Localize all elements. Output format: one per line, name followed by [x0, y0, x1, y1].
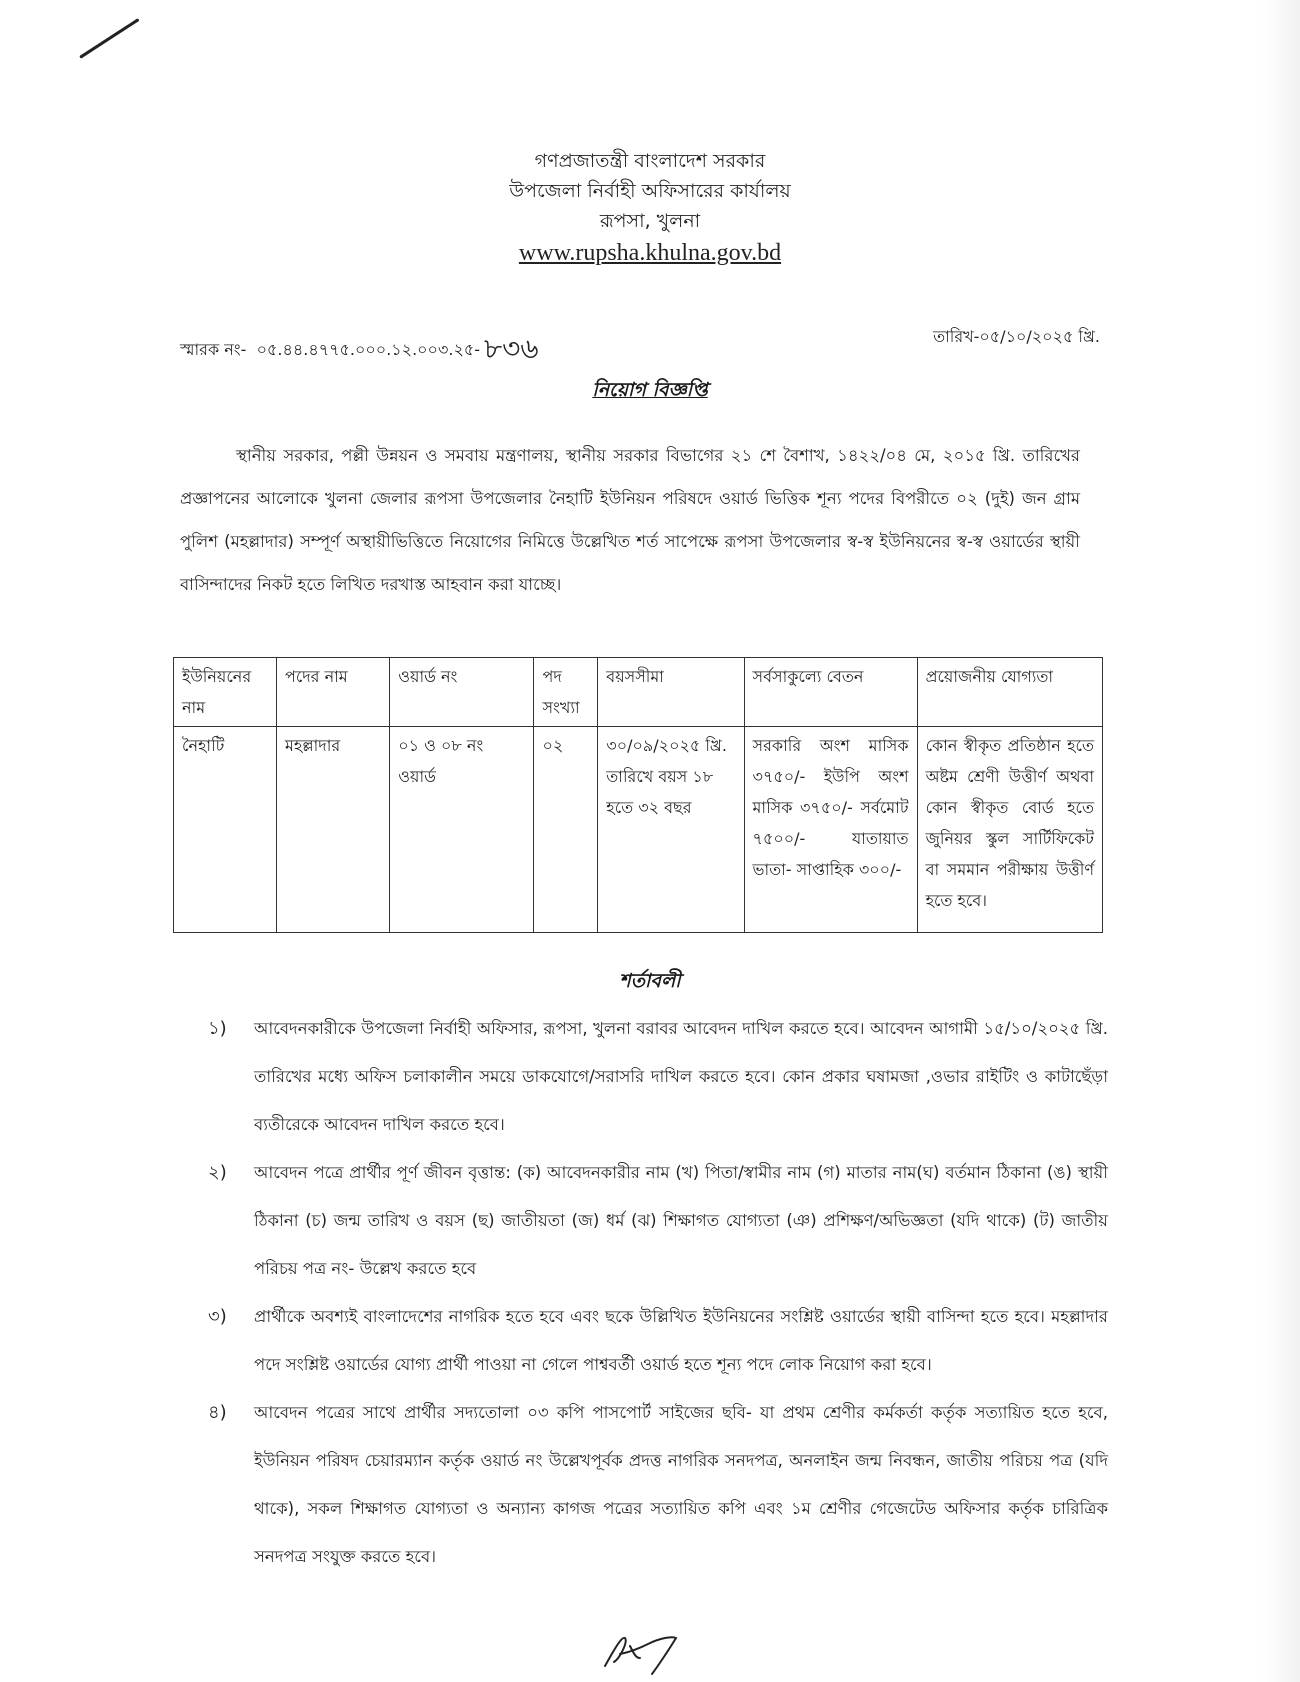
office-location: রূপসা, খুলনা [599, 210, 701, 232]
header-salary: সর্বসাকুল্যে বেতন [744, 658, 917, 727]
header-ward-no: ওয়ার্ড নং [390, 658, 534, 727]
conditions-title: শর্তাবলী [619, 970, 681, 992]
condition-text: আবেদন পত্রে প্রার্থীর পূর্ণ জীবন বৃত্তান্ত: (ক) আবেদনকারীর নাম (খ) পিতা/স্বামীর নাম (গ) মাতার নাম(ঘ) বর্তমান ঠিকানা (ঙ) স্থায়ী ঠিকানা (চ) জন্ম তারিখ ও বয়স (ছ) জাতীয়তা (জ) ধর্ম (ঝ) শিক্ষাগত যোগ্যতা (ঞ) প্রশিক্ষণ/অভিজ্ঞতা (যদি থাকে) (ট) জাতীয় পরিচয় পত্র নং- উল্লেখ করতে হবে [254, 1163, 1108, 1278]
pen-stroke-mark [79, 18, 139, 59]
header-qualification: প্রয়োজনীয় যোগ্যতা [917, 658, 1102, 727]
memo-label: স্মারক নং- [180, 340, 247, 359]
memo-code: ০৫.৪৪.৪৭৭৫.০০০.১২.০০৩.২৫- [256, 340, 481, 359]
header-union-name: ইউনিয়নের নাম [174, 658, 277, 727]
condition-number: ৪) [208, 1402, 227, 1423]
cell-count: ০২ [534, 727, 598, 933]
condition-item [208, 1293, 1108, 1389]
condition-item [208, 1389, 1108, 1581]
cell-union: নৈহাটি [174, 727, 277, 933]
condition-number: ১) [208, 1018, 227, 1039]
letterhead [0, 146, 1300, 270]
table-row [174, 727, 1103, 933]
condition-text: প্রার্থীকে অবশ্যই বাংলাদেশের নাগরিক হতে হবে এবং ছকে উল্লিখিত ইউনিয়নের সংশ্লিষ্ট ওয়ার্ডের স্থায়ী বাসিন্দা হতে হবে। মহল্লাদার পদে সংশ্লিষ্ট ওয়ার্ডের যোগ্য প্রার্থী পাওয়া না গেলে পাশ্ববর্তী ওয়ার্ড হতে শূন্য পদে লোক নিয়োগ করা হবে। [254, 1307, 1108, 1374]
handwritten-memo-number: ৮৩৬ [484, 332, 539, 365]
condition-number: ৩) [208, 1306, 227, 1327]
intro-paragraph: স্থানীয় সরকার, পল্লী উন্নয়ন ও সমবায় মন্ত্রণালয়, স্থানীয় সরকার বিভাগের ২১ শে বৈশাখ, ১৪২২/০৪ মে, ২০১৫ খ্রি. তারিখের প্রজ্ঞাপনের আলোকে খুলনা জেলার রূপসা উপজেলার নৈহাটি ইউনিয়ন পরিষদে ওয়ার্ড ভিত্তিক শূন্য পদের বিপরীতে ০২ (দুই) জন গ্রাম পুলিশ (মহল্লাদার) সম্পূর্ণ অস্থায়ীভিত্তিতে নিয়োগের নিমিত্তে উল্লেখিত শর্ত সাপেক্ষে রূপসা উপজেলার স্ব-স্ব ইউনিয়নের স্ব-স্ব ওয়ার্ডের স্থায়ী বাসিন্দাদের নিকট হতে লিখিত দরখাস্ত আহবান করা যাচ্ছে। [180, 446, 1080, 594]
notice-title: নিয়োগ বিজ্ঞপ্তি [592, 379, 708, 401]
vacancy-table [173, 657, 1103, 933]
cell-ward: ০১ ও ০৮ নং ওয়ার্ড [390, 727, 534, 933]
cell-salary: সরকারি অংশ মাসিক ৩৭৫০/- ইউপি অংশ মাসিক ৩৭৫০/- সর্বমোট ৭৫০০/- যাতায়াত ভাতা- সাপ্তাহিক ৩০০/- [744, 727, 917, 933]
condition-item [208, 1005, 1108, 1149]
condition-number: ২) [208, 1162, 227, 1183]
govt-name: গণপ্রজাতন্ত্রী বাংলাদেশ সরকার [534, 150, 766, 172]
memo-row [180, 318, 1100, 365]
signature-icon [600, 1628, 690, 1678]
condition-item [208, 1149, 1108, 1293]
cell-age-limit: ৩০/০৯/২০২৫ খ্রি. তারিখে বয়স ১৮ হতে ৩২ বছর [598, 727, 744, 933]
office-name: উপজেলা নির্বাহী অফিসারের কার্যালয় [509, 180, 791, 202]
memo-date: তারিখ-০৫/১০/২০২৫ খ্রি. [933, 327, 1100, 346]
condition-text: আবেদন পত্রের সাথে প্রার্থীর সদ্যতোলা ০৩ কপি পাসপোর্ট সাইজের ছবি- যা প্রথম শ্রেণীর কর্মকর্তা কর্তৃক সত্যায়িত হতে হবে, ইউনিয়ন পরিষদ চেয়ারম্যান কর্তৃক ওয়ার্ড নং উল্লেখপূর্বক প্রদত্ত নাগরিক সনদপত্র, অনলাইন জন্ম নিবন্ধন, জাতীয় পরিচয় পত্র (যদি থাকে), সকল শিক্ষাগত যোগ্যতা ও অন্যান্য কাগজ পত্রের সত্যায়িত কপি এবং ১ম শ্রেণীর গেজেটেড অফিসার কর্তৃক চারিত্রিক সনদপত্র সংযুক্ত করতে হবে। [254, 1403, 1108, 1566]
website-link[interactable]: www.rupsha.khulna.gov.bd [518, 240, 782, 266]
condition-text: আবেদনকারীকে উপজেলা নির্বাহী অফিসার, রূপসা, খুলনা বরাবর আবেদন দাখিল করতে হবে। আবেদন আগামী ১৫/১০/২০২৫ খ্রি. তারিখের মধ্যে অফিস চলাকালীন সময়ে ডাকযোগে/সরাসরি দাখিল করতে হবে। কোন প্রকার ঘষামজা ,ওভার রাইটিং ও কাটাছেঁড়া ব্যতীরেকে আবেদন দাখিল করতে হবে। [254, 1019, 1108, 1134]
cell-qualification: কোন স্বীকৃত প্রতিষ্ঠান হতে অষ্টম শ্রেণী উত্তীর্ণ অথবা কোন স্বীকৃত বোর্ড হতে জুনিয়র স্কুল সার্টিফিকেট বা সমমান পরীক্ষায় উত্তীর্ণ হতে হবে। [917, 727, 1102, 933]
header-age-limit: বয়সসীমা [598, 658, 744, 727]
memo-number [180, 324, 539, 371]
table-header-row [174, 658, 1103, 727]
header-post-count: পদ সংখ্যা [534, 658, 598, 727]
header-post-name: পদের নাম [276, 658, 389, 727]
cell-post: মহল্লাদার [276, 727, 389, 933]
conditions-list [208, 1005, 1108, 1581]
